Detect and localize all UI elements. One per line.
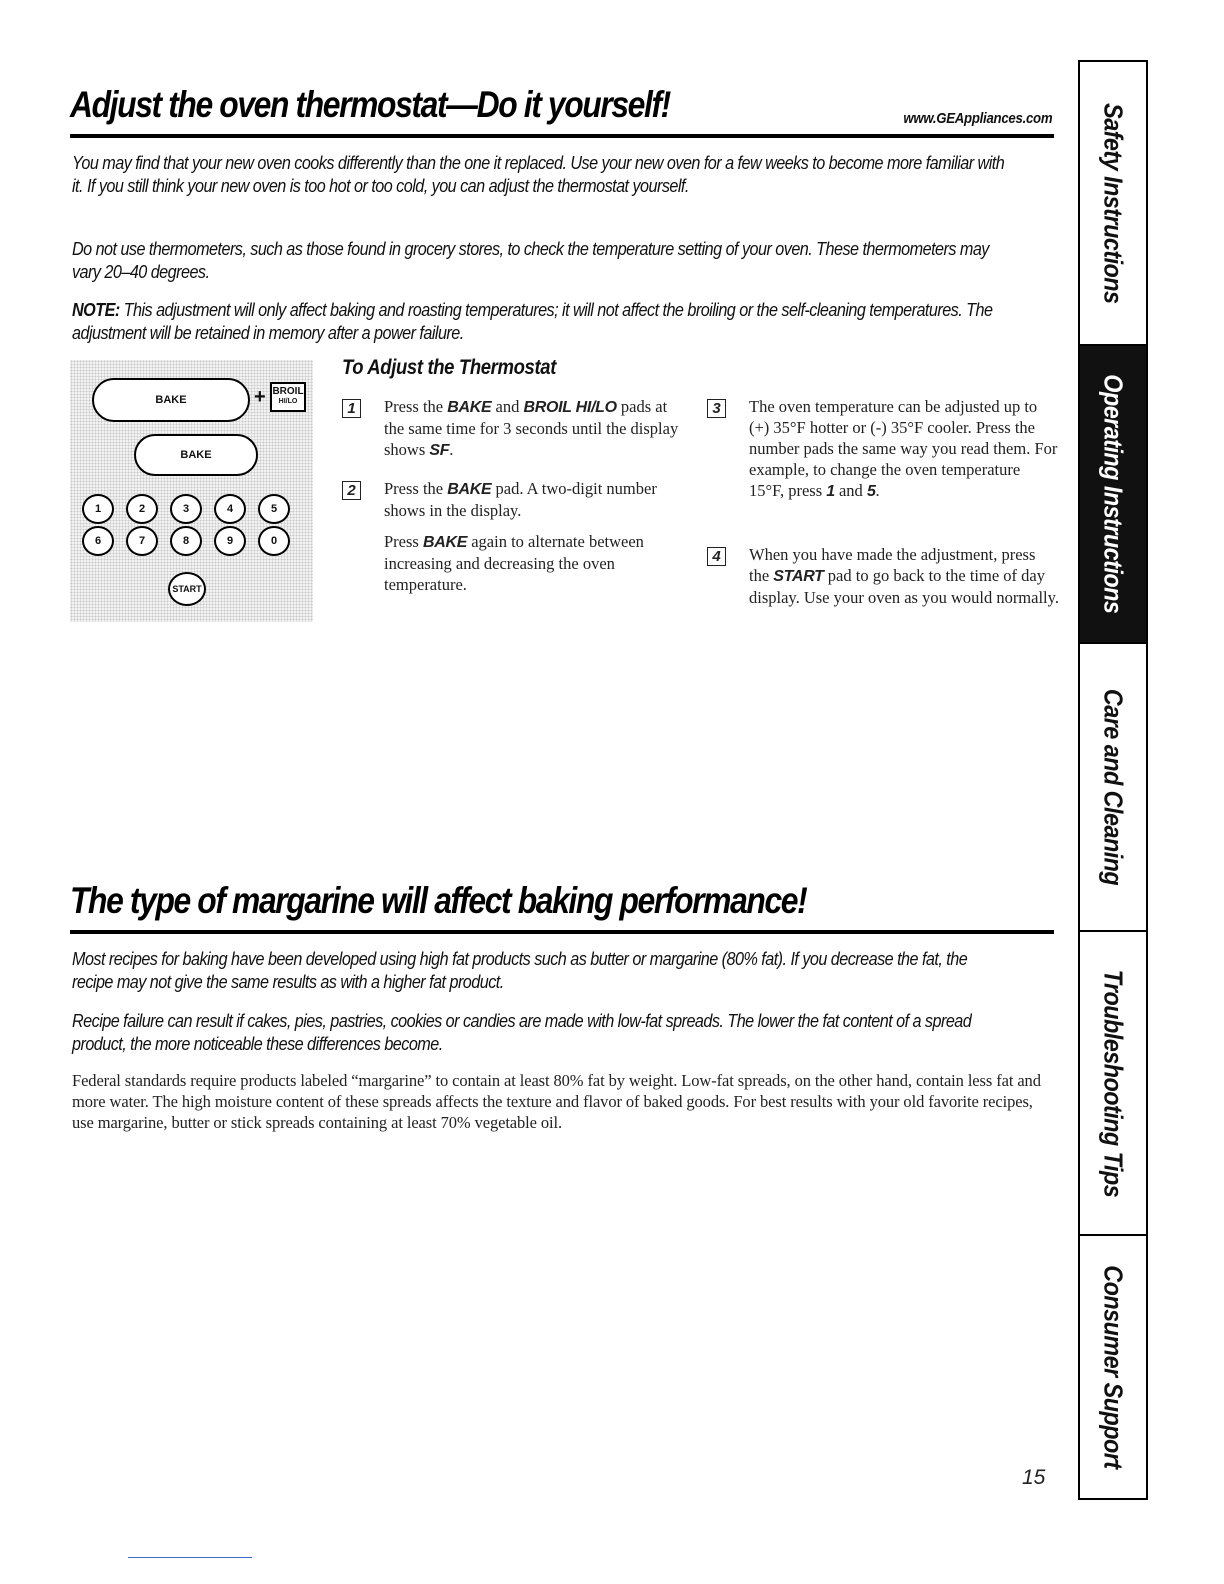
- number-key-9: 9: [214, 526, 246, 556]
- number-key-0: 0: [258, 526, 290, 556]
- broil-hi-lo-pad: [270, 382, 306, 412]
- number-key-4: 4: [214, 494, 246, 524]
- step-1-number: 1: [342, 399, 361, 418]
- margarine-paragraph-2: Recipe failure can result if cakes, pies, pastries, cookies or candies are made with low-fat spreads. The lower the fat content of a spread product, the more noticeable these differences become.: [72, 1011, 972, 1054]
- step-4-start: START: [773, 568, 824, 585]
- number-key-2: 2: [126, 494, 158, 524]
- step-1: [342, 396, 684, 461]
- step-2b-text-c: again to alternate between increasing and decreasing the oven temperature.: [384, 532, 644, 594]
- step-3-key-5: 5: [866, 483, 876, 500]
- step-3-text-c: and: [834, 481, 867, 500]
- margarine-paragraph-1: Most recipes for baking have been developed using high fat products such as butter or margarine (80% fat). If you decrease the fat, the recipe may not give the same results as with a higher fat product.: [72, 949, 968, 992]
- step-1-broil: BROIL HI/LO: [523, 399, 617, 416]
- tab-safety-instructions[interactable]: [1080, 62, 1146, 344]
- control-panel-illustration: [70, 360, 313, 622]
- title-rule-2: [70, 930, 1054, 934]
- note-paragraph: [72, 299, 1008, 345]
- intro-paragraph-2: Do not use thermometers, such as those found in grocery stores, to check the temperature setting of your oven. These thermometers may vary 20–40 degrees.: [72, 239, 989, 282]
- step-4-text-c: pad to go back to the time of day display. Use your oven as you would normally.: [749, 566, 1059, 607]
- number-key-6: 6: [82, 526, 114, 556]
- step-4: [707, 544, 1059, 608]
- bake-pad-second: BAKE: [134, 434, 258, 476]
- tab-label: Troubleshooting Tips: [1098, 969, 1129, 1197]
- title-rule: [70, 134, 1054, 138]
- tab-label: Operating Instructions: [1098, 374, 1129, 614]
- step-3: [707, 396, 1059, 502]
- number-key-1: 1: [82, 494, 114, 524]
- tab-operating-instructions[interactable]: [1080, 346, 1146, 642]
- number-key-3: 3: [170, 494, 202, 524]
- step-2: [342, 478, 684, 595]
- step-1-text-c: and: [491, 397, 524, 416]
- step-3-text-d: .: [875, 481, 880, 500]
- margarine-paragraph-3: Federal standards require products labeled “margarine” to contain at least 80% fat by weight. Low-fat spreads, on the other hand, contain less fat and more water. The high moisture content of these spreads affects the texture and flavor of baked goods. For best results with your old favorite recipes, use margarine, butter or stick spreads containing at least 70% vegetable oil.: [72, 1071, 1041, 1132]
- tab-consumer-support[interactable]: [1080, 1236, 1146, 1498]
- tab-label: Safety Instructions: [1098, 102, 1129, 304]
- tab-troubleshooting-tips[interactable]: [1080, 932, 1146, 1234]
- section-title-margarine: The type of margarine will affect baking performance!: [70, 880, 807, 921]
- number-key-5: 5: [258, 494, 290, 524]
- broil-label: BROIL: [272, 386, 304, 397]
- step-1-text-a: Press the: [384, 397, 448, 416]
- step-3-key-1: 1: [826, 483, 835, 500]
- page-number: 15: [1022, 1466, 1046, 1489]
- number-key-8: 8: [170, 526, 202, 556]
- bake-pad: BAKE: [92, 378, 250, 422]
- number-key-7: 7: [126, 526, 158, 556]
- step-4-number: 4: [707, 547, 726, 566]
- section-title-thermostat: Adjust the oven thermostat—Do it yourself!: [70, 84, 670, 125]
- step-2-number: 2: [342, 481, 361, 500]
- step-2b-text-a: Press: [384, 532, 423, 551]
- note-label: NOTE:: [72, 300, 120, 320]
- step-2-text-c: pad. A two-digit number shows in the display.: [384, 479, 657, 520]
- step-1-sf: SF: [429, 442, 450, 459]
- footer-line: [128, 1557, 252, 1558]
- note-text: This adjustment will only affect baking and roasting temperatures; it will not affect the broiling or the self-cleaning temperatures. The adjustment will be retained in memory after a power failure.: [72, 300, 993, 343]
- step-1-text-d: pads at the same time for 3 seconds until the display shows: [384, 397, 679, 459]
- section-tabs: [1078, 60, 1148, 1500]
- website-url[interactable]: www.GEAppliances.com: [902, 110, 1052, 127]
- tab-label: Care and Cleaning: [1098, 688, 1129, 886]
- step-2-bake: BAKE: [447, 481, 492, 498]
- start-pad: START: [168, 572, 206, 606]
- step-2-text-a: Press the: [384, 479, 448, 498]
- step-4-text-a: When you have made the adjustment, press the: [749, 545, 1036, 585]
- steps-heading: To Adjust the Thermostat: [342, 356, 557, 379]
- step-2b-bake: BAKE: [422, 534, 468, 551]
- step-1-text-e: .: [449, 440, 454, 459]
- step-3-number: 3: [707, 399, 726, 418]
- step-3-text-a: The oven temperature can be adjusted up to (+) 35°F hotter or (-) 35°F cooler. Press the number pads the same way you read them. For example, to change the oven temperature 15°F, press: [749, 397, 1058, 500]
- broil-sub-label: HI/LO: [278, 398, 298, 405]
- plus-sign: +: [254, 386, 266, 408]
- tab-care-and-cleaning[interactable]: [1080, 644, 1146, 930]
- intro-paragraph-1: You may find that your new oven cooks differently than the one it replaced. Use your new oven for a few weeks to become more familiar with it. If you still think your new oven is too hot or too cold, you can adjust the thermostat yourself.: [72, 153, 1005, 196]
- step-1-bake: BAKE: [447, 399, 492, 416]
- tab-label: Consumer Support: [1098, 1265, 1129, 1469]
